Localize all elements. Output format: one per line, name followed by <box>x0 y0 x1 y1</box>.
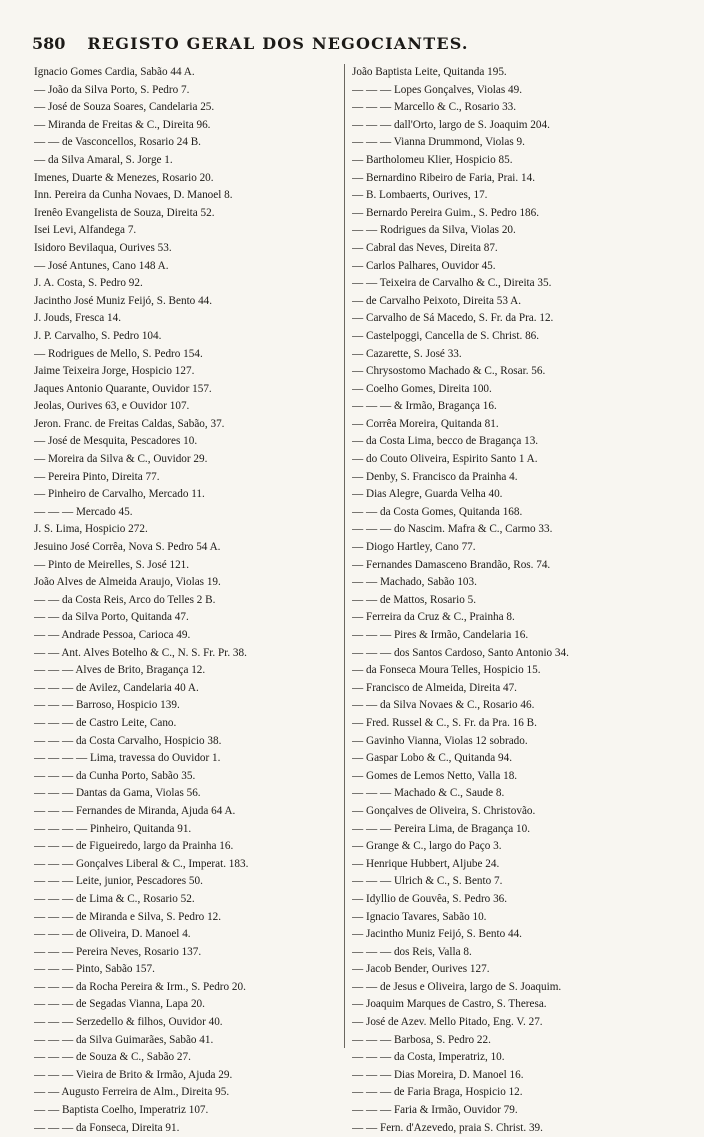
directory-entry: — Corrêa Moreira, Quitanda 81. <box>352 417 499 430</box>
directory-entry: — da Fonseca Moura Telles, Hospicio 15. <box>352 664 541 677</box>
directory-entry: Jaime Teixeira Jorge, Hospicio 127. <box>34 365 195 378</box>
directory-entry: — Francisco de Almeida, Direita 47. <box>352 681 517 694</box>
directory-entry: — — da Costa Gomes, Quitanda 168. <box>352 505 523 518</box>
directory-entry: — — — — Lima, travessa do Ouvidor 1. <box>34 752 221 765</box>
directory-entry: — Gaspar Lobo & C., Quitanda 94. <box>352 752 513 765</box>
directory-entry: — — de Vasconcellos, Rosario 24 B. <box>34 136 201 149</box>
directory-entry: — Coelho Gomes, Direita 100. <box>352 382 492 395</box>
directory-entry: — Pinheiro de Carvalho, Mercado 11. <box>34 488 205 501</box>
directory-entry: — — — Gonçalves Liberal & C., Imperat. 183. <box>34 857 249 870</box>
directory-entry: J. S. Lima, Hospicio 272. <box>34 523 148 536</box>
directory-entry: J. Jouds, Fresca 14. <box>34 312 122 325</box>
directory-entry: — — — de Souza & C., Sabão 27. <box>34 1051 191 1064</box>
directory-entry: — — Ant. Alves Botelho & C., N. S. Fr. Pr. 38. <box>34 646 247 659</box>
directory-entry: J. P. Carvalho, S. Pedro 104. <box>34 329 162 342</box>
directory-entry: — — — Faria & Irmão, Ouvidor 79. <box>352 1104 518 1117</box>
directory-entry: — — — Serzedello & filhos, Ouvidor 40. <box>34 1016 223 1029</box>
directory-entry: — da Costa Lima, becco de Bragança 13. <box>352 435 539 448</box>
directory-entry: — — da Silva Porto, Quitanda 47. <box>34 611 189 624</box>
directory-entry: — — — Fernandes de Miranda, Ajuda 64 A. <box>34 804 236 817</box>
directory-entry: — — — Pires & Irmão, Candelaria 16. <box>352 629 529 641</box>
directory-entry: Jesuino José Corrêa, Nova S. Pedro 54 A. <box>34 541 221 554</box>
directory-entry: — — — Pinto, Sabão 157. <box>34 963 155 976</box>
directory-entry: — José de Souza Soares, Candelaria 25. <box>34 101 215 114</box>
directory-entry: João Baptista Leite, Quitanda 195. <box>352 66 507 78</box>
directory-entry: — Bernardino Ribeiro de Faria, Prai. 14. <box>352 171 535 184</box>
directory-entry: Jaques Antonio Quarante, Ouvidor 157. <box>34 382 212 395</box>
directory-entry: Isidoro Bevilaqua, Ourives 53. <box>34 241 172 254</box>
right-column <box>346 64 676 1137</box>
directory-entry: — — — Pereira Neves, Rosario 137. <box>34 945 202 958</box>
directory-entry: — — — da Cunha Porto, Sabão 35. <box>34 769 196 782</box>
directory-entry: — — de Mattos, Rosario 5. <box>352 593 476 606</box>
directory-entry: João Alves de Almeida Araujo, Violas 19. <box>34 576 221 589</box>
directory-entry: — José de Azev. Mello Pitado, Eng. V. 27. <box>352 1016 543 1029</box>
directory-entry: — — — Leite, junior, Pescadores 50. <box>34 875 203 888</box>
directory-entry: — Rodrigues de Mello, S. Pedro 154. <box>34 347 203 360</box>
directory-entry: — — Fern. d'Azevedo, praia S. Christ. 39. <box>352 1121 543 1134</box>
directory-entry: — — — de Avilez, Candelaria 40 A. <box>34 681 199 694</box>
directory-entry: — — — Vieira de Brito & Irmão, Ajuda 29. <box>34 1068 233 1081</box>
directory-entry: — José Antunes, Cano 148 A. <box>34 259 169 272</box>
directory-entry: Ignacio Gomes Cardia, Sabão 44 A. <box>34 66 195 78</box>
directory-entry: — Castelpoggi, Cancella de S. Christ. 86. <box>352 329 540 342</box>
directory-entry: — — Augusto Ferreira de Alm., Direita 95. <box>34 1086 230 1099</box>
directory-entry: — Jacob Bender, Ourives 127. <box>352 963 490 976</box>
directory-entry: — — de Jesus e Oliveira, largo de S. Joaquim. <box>352 980 562 993</box>
directory-entry: — de Carvalho Peixoto, Direita 53 A. <box>352 294 522 307</box>
directory-entry: — B. Lombaerts, Ourives, 17. <box>352 189 488 202</box>
directory-entry: — — — da Costa, Imperatriz, 10. <box>352 1051 505 1064</box>
directory-entry: Irenêo Evangelista de Souza, Direita 52. <box>34 206 215 219</box>
directory-entry: — Joaquim Marques de Castro, S. Theresa. <box>352 998 547 1011</box>
directory-entry: — Moreira da Silva & C., Ouvidor 29. <box>34 453 208 466</box>
directory-entry: — — — do Nascim. Mafra & C., Carmo 33. <box>352 523 553 536</box>
directory-entry: — — — Ulrich & C., S. Bento 7. <box>352 875 503 888</box>
directory-entry: — — — dos Reis, Valla 8. <box>352 945 472 958</box>
directory-entry: — Denby, S. Francisco da Prainha 4. <box>352 470 518 483</box>
directory-entry: Inn. Pereira da Cunha Novaes, D. Manoel 8. <box>34 189 233 202</box>
directory-entry: — Cazarette, S. José 33. <box>352 347 462 360</box>
directory-entry: — — — de Castro Leite, Cano. <box>34 716 177 729</box>
directory-entry: — — — de Faria Braga, Hospicio 12. <box>352 1086 523 1099</box>
directory-entry: — — da Silva Novaes & C., Rosario 46. <box>352 699 535 712</box>
directory-entry: — — — da Silva Guimarães, Sabão 41. <box>34 1033 214 1046</box>
directory-entry: — Bernardo Pereira Guim., S. Pedro 186. <box>352 206 540 219</box>
directory-entry: — Bartholomeu Klier, Hospicio 85. <box>352 153 513 166</box>
directory-entry: — da Silva Amaral, S. Jorge 1. <box>34 153 173 166</box>
directory-entry: — — — dall'Orto, largo de S. Joaquim 204. <box>352 118 550 131</box>
directory-entry: — — — da Rocha Pereira & Irm., S. Pedro 20. <box>34 980 246 993</box>
directory-entry: — — — da Costa Carvalho, Hospicio 38. <box>34 734 222 747</box>
directory-entry: — Grange & C., largo do Paço 3. <box>352 840 502 853</box>
directory-entry: — Ignacio Tavares, Sabão 10. <box>352 910 487 923</box>
directory-entry: — Miranda de Freitas & C., Direita 96. <box>34 118 211 131</box>
directory-entry: — Fred. Russel & C., S. Fr. da Pra. 16 B. <box>352 716 537 729</box>
directory-entry: — Pereira Pinto, Direita 77. <box>34 470 160 483</box>
directory-entry: — Cabral das Neves, Direita 87. <box>352 241 498 254</box>
directory-entry: — José de Mesquita, Pescadores 10. <box>34 435 198 448</box>
directory-entry: — — Machado, Sabão 103. <box>352 576 477 589</box>
directory-entry: — João da Silva Porto, S. Pedro 7. <box>34 83 190 96</box>
directory-entry: — Carlos Palhares, Ouvidor 45. <box>352 259 496 272</box>
directory-entry: Jeolas, Ourives 63, e Ouvidor 107. <box>34 400 190 413</box>
directory-entry: — — — Mercado 45. <box>34 505 133 518</box>
directory-entry: — Fernandes Damasceno Brandão, Ros. 74. <box>352 558 551 571</box>
directory-entry: — do Couto Oliveira, Espirito Santo 1 A. <box>352 453 538 466</box>
directory-entry: — — — Dantas da Gama, Violas 56. <box>34 787 201 800</box>
directory-entry: — Dias Alegre, Guarda Velha 40. <box>352 488 503 501</box>
page-header <box>28 34 676 60</box>
directory-entry: — — — da Fonseca, Direita 91. <box>34 1121 180 1134</box>
directory-entry: — Gonçalves de Oliveira, S. Christovão. <box>352 804 536 817</box>
page-number: 580 <box>32 34 66 53</box>
directory-entry: — Carvalho de Sá Macedo, S. Fr. da Pra. 12. <box>352 312 554 325</box>
left-column <box>34 64 346 1137</box>
directory-entry: — — — Alves de Brito, Bragança 12. <box>34 664 206 677</box>
directory-entry: — Ferreira da Cruz & C., Prainha 8. <box>352 611 515 624</box>
directory-entry: J. A. Costa, S. Pedro 92. <box>34 277 143 290</box>
directory-entry: — — — & Irmão, Bragança 16. <box>352 400 497 413</box>
directory-entry: — — — de Lima & C., Rosario 52. <box>34 892 195 905</box>
directory-entry: — Gavinho Vianna, Violas 12 sobrado. <box>352 734 528 747</box>
directory-entry: — — — Dias Moreira, D. Manoel 16. <box>352 1068 524 1081</box>
directory-entry: — — — dos Santos Cardoso, Santo Antonio 34. <box>352 646 569 659</box>
directory-entry: — — da Costa Reis, Arco do Telles 2 B. <box>34 593 216 606</box>
directory-entry: Imenes, Duarte & Menezes, Rosario 20. <box>34 171 214 184</box>
directory-entry: Isei Levi, Alfandega 7. <box>34 224 137 237</box>
directory-entry: — Pinto de Meirelles, S. José 121. <box>34 558 190 571</box>
directory-entry: — Gomes de Lemos Netto, Valla 18. <box>352 769 518 782</box>
directory-entry: — — Baptista Coelho, Imperatriz 107. <box>34 1104 209 1117</box>
directory-entry: — — Teixeira de Carvalho & C., Direita 35. <box>352 277 552 290</box>
directory-entry: Jeron. Franc. de Freitas Caldas, Sabão, 37. <box>34 417 225 430</box>
directory-entry: — — — Vianna Drummond, Violas 9. <box>352 136 525 149</box>
directory-entry: — Chrysostomo Machado & C., Rosar. 56. <box>352 365 546 378</box>
directory-entry: — — — Lopes Gonçalves, Violas 49. <box>352 83 523 96</box>
directory-entry: — — — — Pinheiro, Quitanda 91. <box>34 822 192 835</box>
directory-entry: — Henrique Hubbert, Aljube 24. <box>352 857 500 870</box>
directory-entry: — — — Barroso, Hospicio 139. <box>34 699 180 712</box>
directory-entry: Jacintho José Muniz Feijó, S. Bento 44. <box>34 294 213 307</box>
directory-entry: — Jacintho Muniz Feijó, S. Bento 44. <box>352 928 522 941</box>
directory-entry: — Diogo Hartley, Cano 77. <box>352 541 476 554</box>
directory-entry: — — — Machado & C., Saude 8. <box>352 787 505 800</box>
directory-entry: — — Andrade Pessoa, Carioca 49. <box>34 629 191 641</box>
directory-entry: — — — de Figueiredo, largo da Prainha 16. <box>34 840 234 853</box>
directory-entry: — — — Barbosa, S. Pedro 22. <box>352 1033 491 1046</box>
directory-entry: — — — de Miranda e Silva, S. Pedro 12. <box>34 910 222 923</box>
directory-entry: — — — Pereira Lima, de Bragança 10. <box>352 822 531 835</box>
directory-entry: — — — de Oliveira, D. Manoel 4. <box>34 928 191 941</box>
running-title: REGISTO GERAL DOS NEGOCIANTES. <box>87 34 469 53</box>
directory-entry: — — — de Segadas Vianna, Lapa 20. <box>34 998 205 1011</box>
directory-entry: — — — Marcello & C., Rosario 33. <box>352 101 517 114</box>
directory-entry: — Idyllio de Gouvêa, S. Pedro 36. <box>352 892 508 905</box>
directory-entry: — — Rodrigues da Silva, Violas 20. <box>352 224 516 237</box>
column-divider <box>344 64 345 1048</box>
